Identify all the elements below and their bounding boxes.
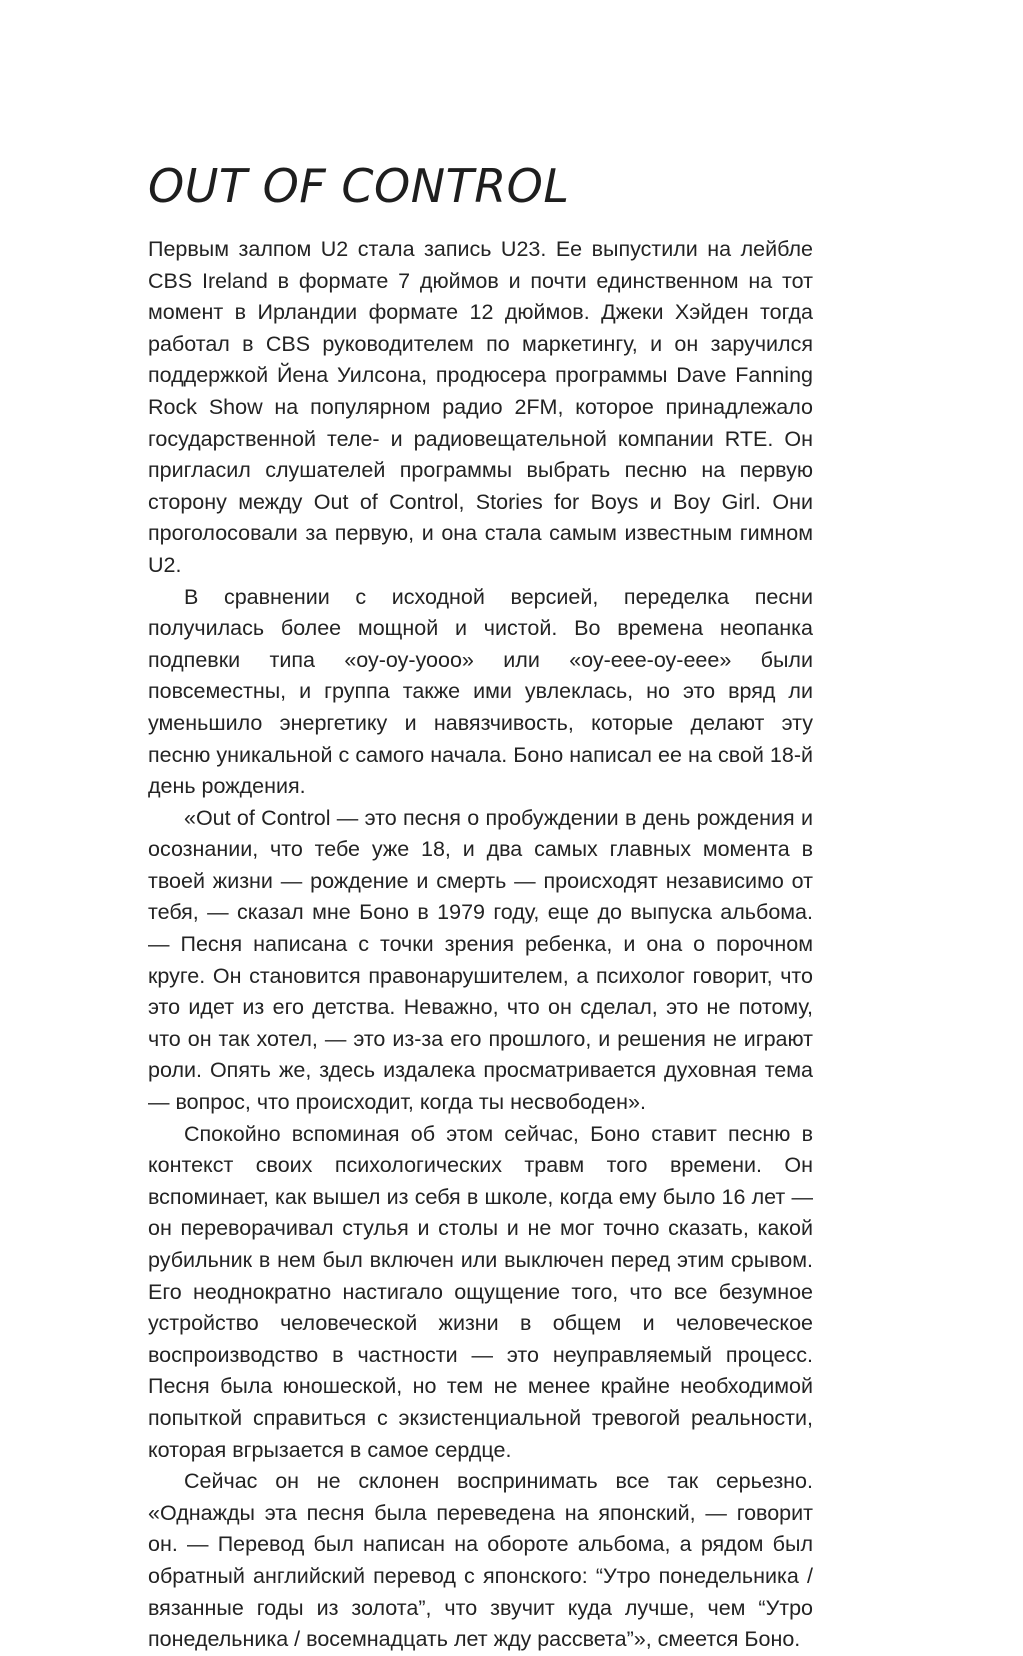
chapter-title: OUT OF CONTROL — [148, 159, 570, 213]
paragraph-1: Первым залпом U2 стала запись U23. Ее выпустили на лейбле CBS Ireland в формате 7 дюймов и почти единственном на тот момент в Ирландии формате 12 дюймов. Джеки Хэйден тогда работал в CBS руководителем по маркетингу, и он заручился поддержкой Йена Уилсона, продюсера программы Dave Fanning Rock Show на популярном радио 2FM, которое принадлежало государственной теле- и радиовещательной компании RTE. Он пригласил слушателей программы выбрать песню на первую сторону между Out of Control, Stories for Boys и Boy Girl. Они проголосовали за первую, и она стала самым известным гимном U2. — [148, 237, 813, 577]
paragraph-3: «Out of Control — это песня о пробуждении в день рождения и осознании, что тебе уже 18, и два самых главных момента в твоей жизни — рождение и смерть — происходят независимо от тебя, — сказал мне Боно в 1979 году, еще до выпуска альбома. — Песня написана с точки зрения ребенка, и она о порочном круге. Он становится правонарушителем, а психолог говорит, что это идет из его детства. Неважно, что он сделал, это не потому, что он так хотел, — это из-за его прошлого, и решения не играют роли. Опять же, здесь издалека просматривается духовная тема — вопрос, что происходит, когда ты несвободен». — [148, 805, 813, 1115]
paragraph-5: Сейчас он не склонен воспринимать все так серьезно. «Однажды эта песня была переведена на японский, — говорит он. — Перевод был написан на обороте альбома, а рядом был обратный английский перевод с японского: “Утро понедельника / вязанные годы из золота”, что звучит куда лучше, чем “Утро понедельника / восемнадцать лет жду рассвета”», смеется Боно. — [148, 1469, 813, 1652]
chapter-body — [148, 234, 813, 1656]
paragraph-4: Спокойно вспоминая об этом сейчас, Боно ставит песню в контекст своих психологических травм того времени. Он вспоминает, как вышел из себя в школе, когда ему было 16 лет — он переворачивал стулья и столы и не мог точно сказать, какой рубильник в нем был включен или выключен перед этим срывом. Его неоднократно настигало ощущение того, что все безумное устройство человеческой жизни в общем и человеческое воспроизводство в частности — это неуправляемый процесс. Песня была юношеской, но тем не менее крайне необходимой попыткой справиться с экзистенциальной тревогой реальности, которая вгрызается в самое сердце. — [148, 1121, 813, 1462]
paragraph-2: В сравнении с исходной версией, переделка песни получилась более мощной и чистой. Во времена неопанка подпевки типа «оу-оу-уооо» или «оу-еее-оу-еее» были повсеместны, и группа также ими увлеклась, но это вряд ли уменьшило энергетику и навязчивость, которые делают эту песню уникальной с самого начала. Боно написал ее на свой 18-й день рождения. — [148, 584, 813, 799]
